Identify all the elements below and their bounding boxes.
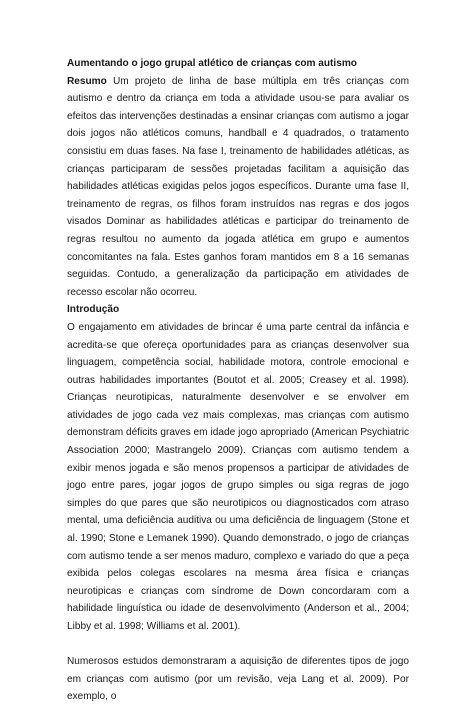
paragraph-gap bbox=[67, 636, 409, 654]
second-paragraph: Numerosos estudos demonstraram a aquisição de diferentes tipos de jogo em crianças com autismo (por um revisão, veja Lang et al. 2009). Por exemplo, o bbox=[67, 656, 409, 703]
document-title: Aumentando o jogo grupal atlético de crianças com autismo bbox=[67, 58, 357, 69]
introduction-heading: Introdução bbox=[67, 304, 120, 316]
abstract-paragraph bbox=[67, 73, 409, 302]
abstract-text: Um projeto de linha de base múltipla em três crianças com autismo e dentro da criança em toda a atividade usou-se para avaliar os efeitos das intervenções destinadas a ensinar crianças com autismo a jogar dois jogos não atléticos comuns, handball e 4 quadrados, o tratamento consistiu em duas fases. Na fase I, treinamento de habilidades atléticas, as crianças participaram de sessões projetadas facilitam a aquisição das habilidades atléticas exigidas pelos jogos específicos. Durante uma fase II, treinamento de regras, os filhos foram instruídos nas regras e dos jogos visados Dominar as habilidades atléticas e participar do treinamento de regras resultou no aumento da jogada atlética em grupo e aumentos concomitantes na fala. Estes ganhos foram mantidos em 8 a 16 semanas seguidas. Contudo, a generalização da participação em atividades de recesso escolar não ocorreu. bbox=[67, 75, 409, 298]
introduction-paragraph: O engajamento em atividades de brincar é uma parte central da infância e acredita-se que ofereça oportunidades para as crianças desenvolver sua linguagem, competência social, habilidade motora, controle emocional e outras habilidades importantes (Boutot et al. 2005; Creasey et al. 1998). Crianças neurotipicas, naturalmente desenvolver e se envolver em atividades de jogo cada vez mais complexas, mas crianças com autismo demonstram déficits graves em idade jogo apropriado (American Psychiatric Association 2000; Mastrangelo 2009). Crianças com autismo tendem a exibir menos jogada e são menos propensos a participar de atividades de jogo entre pares, jogar jogos de grupo simples ou siga regras de jogo simples do que pares que são neurotipicos ou diagnosticados com atraso mental, uma deficiência auditiva ou uma deficiência de linguagem (Stone et al. 1990; Stone e Lemanek 1990). Quando demonstrado, o jogo de crianças com autismo tende a ser menos maduro, complexo e variado do que a peça exibida pelos colegas escolares na mesma área física e crianças neurotipicas e crianças com síndrome de Down concordaram com a habilidade linguística ou idade de desenvolvimento (Anderson et al., 2004; Libby et al. 1998; Williams et al. 2001). bbox=[67, 321, 409, 632]
document-body bbox=[67, 55, 409, 706]
abstract-label: Resumo bbox=[67, 75, 107, 87]
